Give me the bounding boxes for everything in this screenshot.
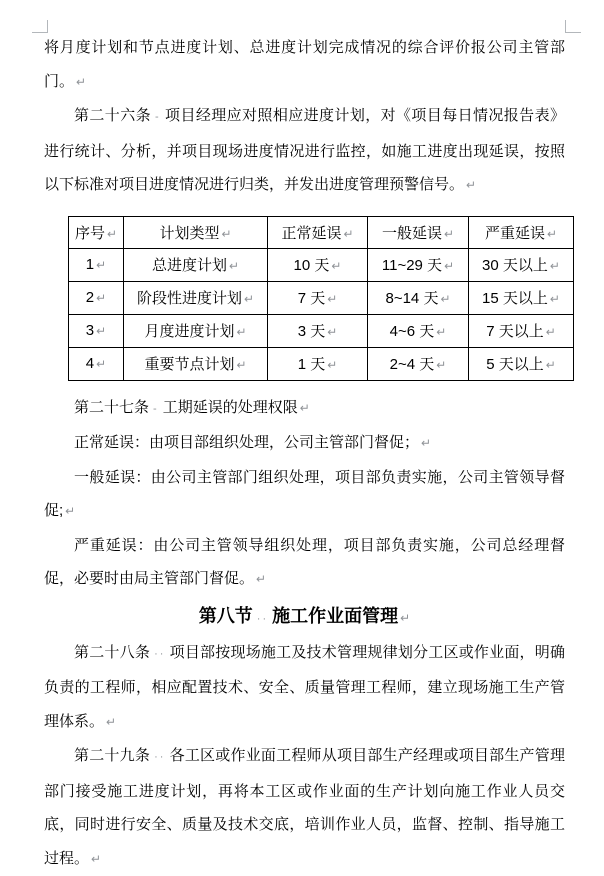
- table-row: [69, 314, 574, 347]
- cell-text: 1: [85, 256, 95, 273]
- cell-text: 1 天: [297, 356, 326, 373]
- text-run: 项目部按现场施工及技术管理规律划分工区或作业面，明确负责的工程师，相应配置技术、安全、质量管理工程师，建立现场施工生产管理体系。: [44, 643, 565, 730]
- table-header-row: [69, 216, 574, 248]
- paragraph-mark-icon: ↵: [327, 325, 338, 339]
- cell-text: 严重延误: [484, 224, 545, 242]
- paragraph-mark-icon: ↵: [545, 325, 556, 339]
- text-run: 第八节: [198, 605, 253, 626]
- paragraph-mark-icon: ↵: [436, 325, 447, 339]
- paragraph-mark-icon: ↵: [440, 292, 451, 306]
- cell-text: 正常延误: [281, 224, 342, 242]
- paragraph-mark-icon: ↵: [221, 226, 232, 241]
- text-run: 一般延误：由公司主管部门组织处理，项目部负责实施，公司主管领导督促;: [44, 468, 565, 519]
- table-cell[interactable]: [368, 314, 469, 347]
- table-header-cell[interactable]: [268, 216, 368, 248]
- table-cell[interactable]: [69, 314, 124, 347]
- paragraph-mark-icon: ↵: [549, 259, 560, 273]
- page-margin-mark-top-right: [565, 20, 581, 33]
- paragraph-mark-icon: ↵: [545, 358, 556, 372]
- paragraph-mark-icon: ↵: [444, 259, 455, 273]
- text-run: 第二十九条: [74, 747, 151, 764]
- cell-text: 3 天: [297, 323, 326, 340]
- cell-text: 重要节点计划: [144, 356, 235, 373]
- space-format-mark: ··: [154, 751, 166, 763]
- cell-text: 2~4 天: [389, 356, 435, 373]
- paragraph-mark-icon: ↵: [96, 291, 107, 305]
- paragraph-mark-icon: ↵: [106, 226, 118, 241]
- paragraph-mark-icon: ↵: [65, 504, 76, 518]
- table-cell[interactable]: [469, 281, 574, 314]
- table-row: [69, 248, 574, 281]
- cell-text: 7 天: [297, 290, 326, 307]
- document-body[interactable]: [44, 31, 565, 876]
- paragraph-mark-icon: ↵: [243, 292, 255, 306]
- paragraph[interactable]: [44, 636, 565, 740]
- paragraph-mark-icon: ↵: [106, 714, 117, 729]
- paragraph-mark-icon: ↵: [546, 226, 558, 241]
- text-run: 第二十七条: [74, 398, 150, 416]
- text-run: 严重延误：由公司主管领导组织处理，项目部负责实施，公司总经理督促，必要时由局主管部门督促。: [44, 536, 565, 587]
- cell-text: 5 天以上: [486, 356, 544, 373]
- table-row: [69, 347, 574, 380]
- paragraph-mark-icon: ↵: [400, 610, 411, 625]
- table-header-cell[interactable]: [469, 216, 574, 248]
- table-cell[interactable]: [124, 281, 268, 314]
- table-header-cell[interactable]: [368, 216, 469, 248]
- table-cell[interactable]: [268, 314, 368, 347]
- table-row: [69, 281, 574, 314]
- text-run: 项目经理应对照相应进度计划，对《项目每日情况报告表》进行统计、分析，并项目现场进度情况进行监控，如施工进度出现延误，按照以下标准对项目进度情况进行归类，并发出进度管理预警信号。: [44, 107, 565, 193]
- space-format-mark: ··: [256, 612, 269, 625]
- paragraph[interactable]: [44, 739, 565, 876]
- space-format-mark: -: [154, 111, 161, 123]
- table-cell[interactable]: [268, 347, 368, 380]
- paragraph[interactable]: [44, 31, 565, 99]
- table-cell[interactable]: [368, 248, 469, 281]
- cell-text: 15 天以上: [482, 290, 548, 307]
- text-run: 第二十六条: [74, 107, 151, 124]
- cell-text: 3: [85, 322, 95, 339]
- paragraph-mark-icon: ↵: [96, 258, 107, 272]
- delay-classification-table: [68, 216, 574, 381]
- table-cell[interactable]: [69, 281, 124, 314]
- cell-text: 4~6 天: [389, 323, 435, 340]
- table-cell[interactable]: [368, 347, 469, 380]
- paragraph-mark-icon: ↵: [236, 358, 247, 372]
- cell-text: 8~14 天: [385, 290, 439, 307]
- paragraph-mark-icon: ↵: [466, 178, 477, 192]
- cell-text: 序号: [74, 224, 105, 242]
- cell-text: 一般延误: [381, 224, 442, 242]
- paragraph-mark-icon: ↵: [549, 292, 560, 306]
- cell-text: 阶段性进度计划: [136, 290, 242, 307]
- table-cell[interactable]: [469, 347, 574, 380]
- paragraph-mark-icon: ↵: [96, 324, 107, 338]
- paragraph[interactable]: [44, 529, 565, 597]
- cell-text: 10 天: [293, 257, 330, 274]
- paragraph-mark-icon: ↵: [343, 226, 354, 241]
- text-run: 施工作业面管理: [272, 605, 399, 626]
- paragraph-mark-icon: ↵: [96, 357, 107, 371]
- paragraph-mark-icon: ↵: [443, 226, 455, 241]
- paragraph[interactable]: [44, 99, 565, 203]
- table-header-cell[interactable]: [69, 216, 124, 248]
- cell-text: 月度进度计划: [144, 323, 235, 340]
- table-cell[interactable]: [124, 248, 268, 281]
- text-run: 第二十八条: [74, 643, 151, 661]
- cell-text: 总进度计划: [151, 257, 227, 274]
- text-run: 各工区或作业面工程师从项目部生产经理或项目部生产管理部门接受施工进度计划，再将本工区或作业面的生产计划向施工作业人员交底，同时进行安全、质量及技术交底，培训作业人员，监督、控制、指导施工过程。: [44, 747, 565, 867]
- cell-text: 11~29 天: [381, 257, 443, 274]
- table-cell[interactable]: [124, 347, 268, 380]
- paragraph[interactable]: [44, 426, 565, 461]
- table-cell[interactable]: [69, 347, 124, 380]
- paragraph-mark-icon: ↵: [421, 436, 432, 450]
- paragraph-mark-icon: ↵: [236, 325, 247, 339]
- table-cell[interactable]: [268, 248, 368, 281]
- cell-text: 7 天以上: [486, 323, 544, 340]
- table-header-cell[interactable]: [124, 216, 268, 248]
- paragraph-mark-icon: ↵: [76, 74, 87, 89]
- paragraph[interactable]: [44, 461, 565, 529]
- paragraph-mark-icon: ↵: [327, 358, 338, 372]
- paragraph-mark-icon: ↵: [331, 259, 342, 273]
- text-run: 工期延误的处理权限: [162, 398, 298, 416]
- paragraph-mark-icon: ↵: [228, 259, 240, 273]
- table-cell[interactable]: [268, 281, 368, 314]
- table-cell[interactable]: [368, 281, 469, 314]
- text-run: 正常延误：由项目部组织处理，公司主管部门督促；: [74, 434, 420, 451]
- paragraph-mark-icon: ↵: [299, 400, 310, 415]
- space-format-mark: -: [153, 402, 159, 415]
- table-cell[interactable]: [69, 248, 124, 281]
- paragraph-mark-icon: ↵: [256, 572, 267, 586]
- cell-text: 30 天以上: [482, 257, 548, 274]
- table-cell[interactable]: [469, 314, 574, 347]
- space-format-mark: ··: [154, 647, 166, 660]
- paragraph-mark-icon: ↵: [436, 358, 447, 372]
- section-heading[interactable]: [44, 597, 565, 636]
- paragraph[interactable]: [44, 391, 565, 427]
- table-cell[interactable]: [469, 248, 574, 281]
- cell-text: 计划类型: [159, 224, 220, 242]
- table-cell[interactable]: [124, 314, 268, 347]
- text-run: 将月度计划和节点进度计划、总进度计划完成情况的综合评价报公司主管部门。: [44, 39, 565, 90]
- paragraph-mark-icon: ↵: [327, 292, 338, 306]
- cell-text: 2: [85, 289, 95, 306]
- paragraph-mark-icon: ↵: [91, 851, 102, 866]
- cell-text: 4: [85, 355, 95, 372]
